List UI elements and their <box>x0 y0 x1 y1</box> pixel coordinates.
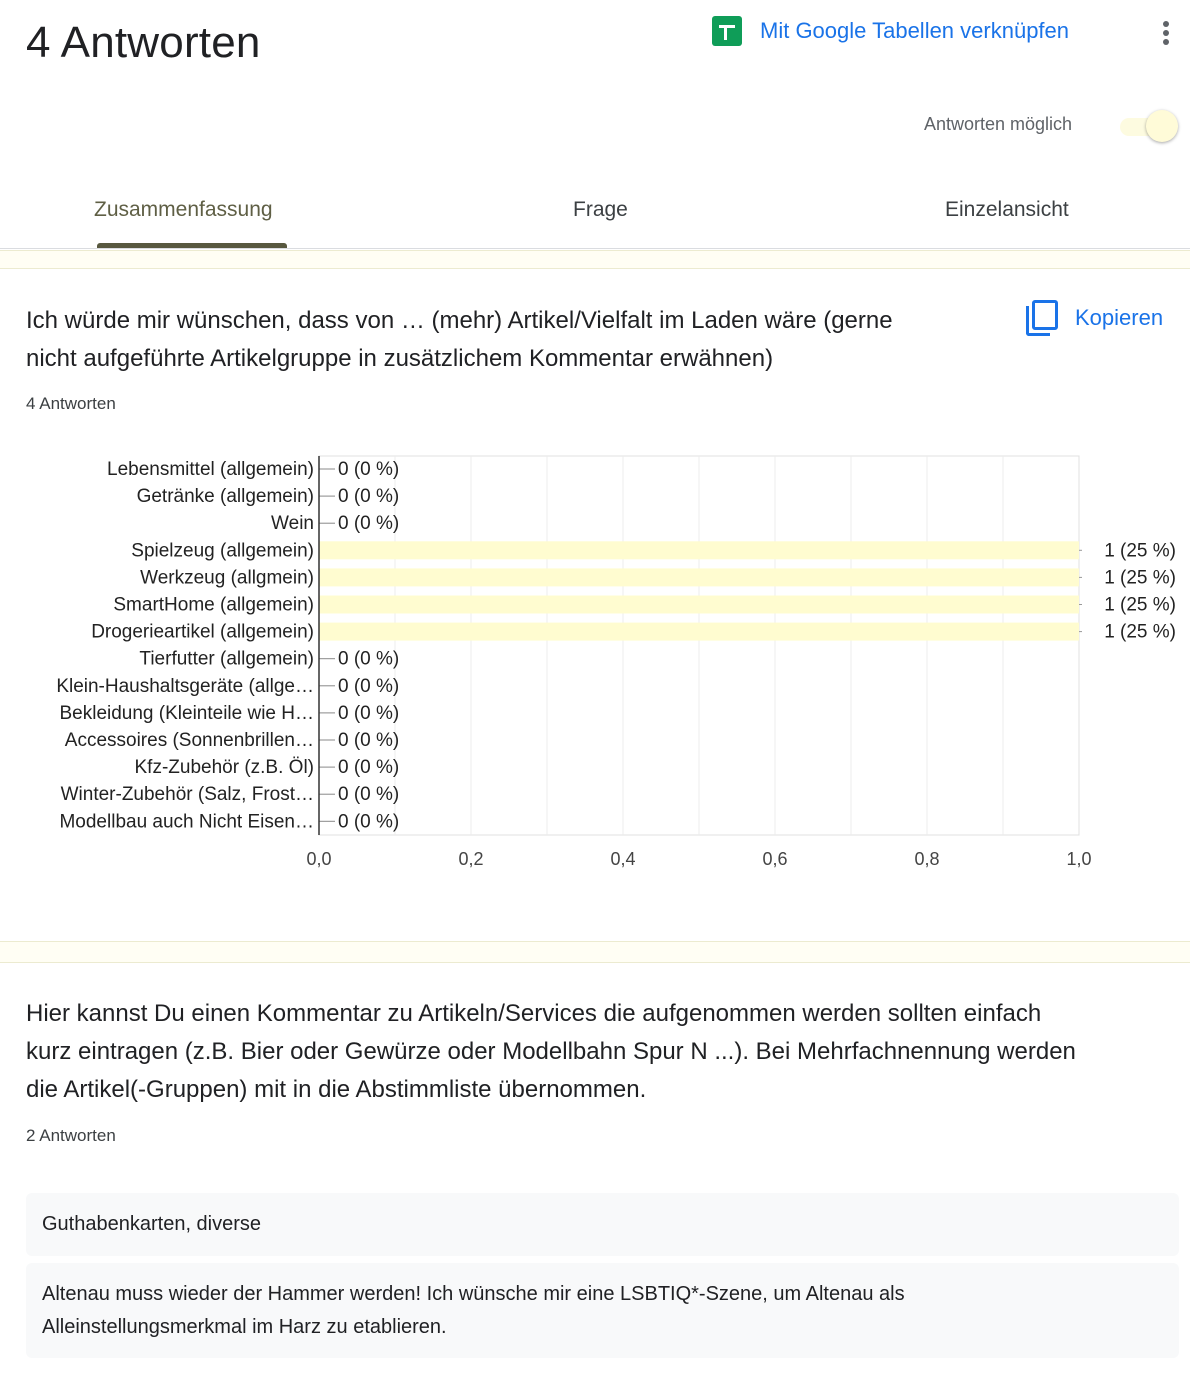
x-tick-label: 0,4 <box>610 849 636 869</box>
data-label: 0 (0 %) <box>338 757 400 779</box>
category-label: Kfz-Zubehör (z.B. Öl) <box>134 757 314 779</box>
data-label: 1 (25 %) <box>1104 594 1176 616</box>
bar <box>319 541 1079 559</box>
active-tab-indicator <box>97 243 287 248</box>
category-label: Winter-Zubehör (Salz, Frost… <box>60 784 314 806</box>
google-sheets-icon <box>712 16 742 46</box>
answer-item: Guthabenkarten, diverse <box>26 1193 1179 1256</box>
category-label: Spielzeug (allgemein) <box>131 540 314 562</box>
data-label: 0 (0 %) <box>338 513 400 535</box>
data-label: 0 (0 %) <box>338 811 400 833</box>
response-count: 4 Antworten <box>26 394 116 413</box>
tab-bar <box>0 182 1190 249</box>
data-label: 0 (0 %) <box>338 648 400 670</box>
answer-item: Altenau muss wieder der Hammer werden! Ich wünsche mir eine LSBTIQ*-Szene, um Altenau als Alleinstellungsmerkmal im Harz zu etablieren. <box>26 1263 1179 1358</box>
toggle-knob <box>1146 110 1178 142</box>
copy-icon <box>1026 300 1060 336</box>
category-label: Lebensmittel (allgemein) <box>107 459 314 480</box>
bar <box>319 623 1079 641</box>
category-label: Accessoires (Sonnenbrillen… <box>64 730 314 751</box>
data-label: 0 (0 %) <box>338 730 400 751</box>
bar-chart-svg <box>0 440 1190 880</box>
copy-label: Kopieren <box>1075 305 1164 330</box>
x-tick-label: 0,8 <box>914 849 940 869</box>
copy-chart-button[interactable] <box>1026 300 1163 336</box>
data-label: 1 (25 %) <box>1104 540 1176 562</box>
category-label: Klein-Haushaltsgeräte (allge… <box>56 675 314 697</box>
category-label: Getränke (allgemein) <box>136 486 314 508</box>
response-count: 2 Antworten <box>26 1126 116 1145</box>
data-label: 0 (0 %) <box>338 675 400 697</box>
x-tick-label: 0,6 <box>762 849 788 869</box>
accepting-responses-toggle[interactable] <box>1120 113 1176 139</box>
category-label: Werkzeug (allgmein) <box>140 567 314 589</box>
category-label: Tierfutter (allgemein) <box>139 648 314 670</box>
data-label: 1 (25 %) <box>1104 567 1176 589</box>
bar <box>319 568 1079 586</box>
section-divider <box>0 250 1190 269</box>
data-label: 0 (0 %) <box>338 702 400 724</box>
bar-chart <box>0 440 1190 880</box>
x-tick-label: 0,2 <box>458 849 484 869</box>
x-tick-label: 0,0 <box>306 849 332 869</box>
question-title: Ich würde mir wünschen, dass von … (mehr) Artikel/Vielfalt im Laden wäre (gerne nicht aufgeführte Artikelgruppe in zusätzlichem Kommentar erwähnen) <box>26 307 893 372</box>
data-label: 0 (0 %) <box>338 486 400 508</box>
bar <box>319 596 1079 614</box>
category-label: Bekleidung (Kleinteile wie H… <box>59 702 314 724</box>
link-google-sheets-button[interactable] <box>712 16 1069 46</box>
data-label: 1 (25 %) <box>1104 621 1176 643</box>
section-divider <box>0 941 1190 963</box>
accepting-responses-label: Antworten möglich <box>924 114 1073 134</box>
tab-question[interactable]: Frage <box>573 198 628 221</box>
category-label: SmartHome (allgemein) <box>113 594 314 616</box>
data-label: 0 (0 %) <box>338 459 400 480</box>
page-title: 4 Antworten <box>26 18 261 67</box>
data-label: 0 (0 %) <box>338 784 400 806</box>
tab-summary[interactable]: Zusammenfassung <box>94 198 273 221</box>
category-label: Drogerieartikel (allgemein) <box>91 621 314 643</box>
more-options-icon[interactable] <box>1156 18 1176 48</box>
category-label: Wein <box>271 513 314 535</box>
link-google-sheets-label: Mit Google Tabellen verknüpfen <box>760 18 1070 43</box>
tab-individual[interactable]: Einzelansicht <box>945 198 1069 221</box>
question-title: Hier kannst Du einen Kommentar zu Artikeln/Services die aufgenommen werden sollten einfach kurz eintragen (z.B. Bier oder Gewürze oder Modellbahn Spur N ...). Bei Mehrfachnennung werden die Artikel(-Gruppen) mit in die Abstimmliste übernommen. <box>26 1000 1076 1103</box>
category-label: Modellbau auch Nicht Eisen… <box>59 811 314 833</box>
x-tick-label: 1,0 <box>1066 849 1092 869</box>
